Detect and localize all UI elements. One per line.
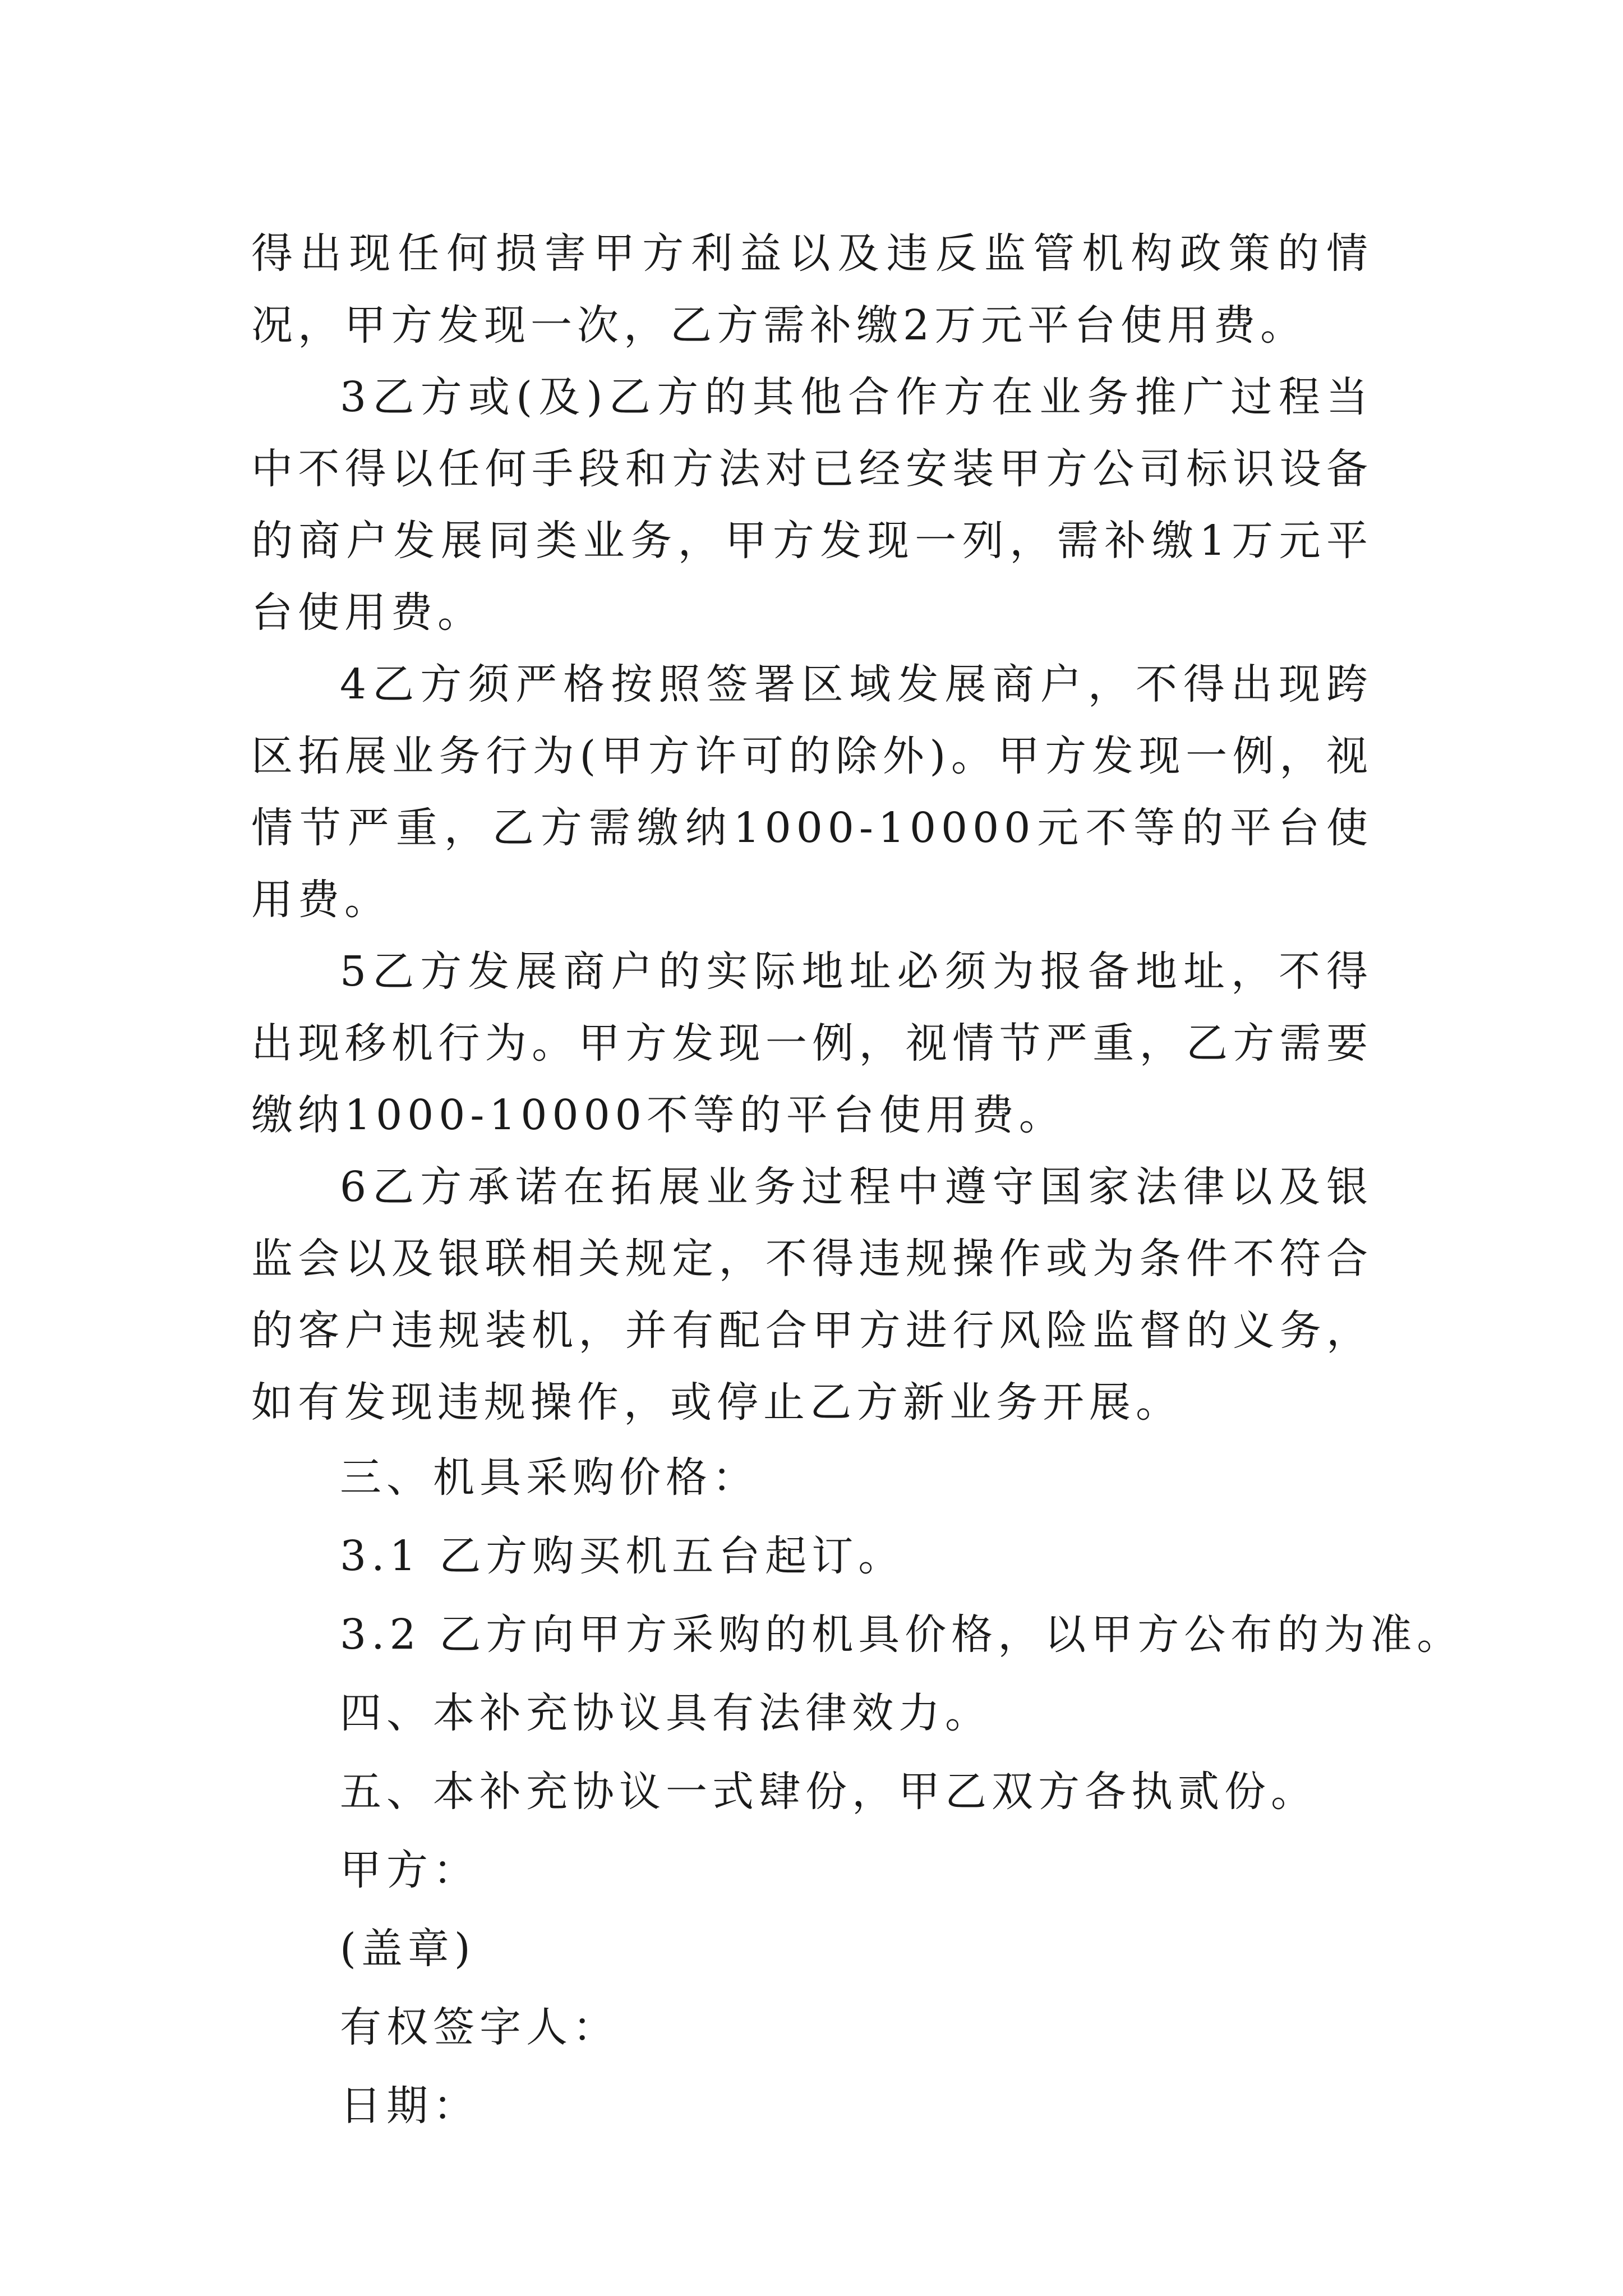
authorized-signatory-label: 有权签字人： xyxy=(340,2003,619,2051)
paragraph-continuation: 得出现任何损害甲方利益以及违反监管机构政策的情况，甲方发现一次，乙方需补缴2万元平台使用费。 xyxy=(251,229,1373,349)
paragraph-clause-5: 5乙方发展商户的实际地址必须为报备地址，不得出现移机行为。甲方发现一例，视情节严重，乙方需要缴纳1000-10000不等的平台使用费。 xyxy=(251,947,1373,1139)
paragraph-clause-3: 3乙方或(及)乙方的其他合作方在业务推广过程当中不得以任何手段和方法对已经安装甲方公司标识设备的商户发展同类业务，甲方发现一列，需补缴1万元平台使用费。 xyxy=(251,373,1373,637)
section-legal-effect: 四、本补充协议具有法律效力。 xyxy=(340,1689,992,1737)
clause-3-1: 3.1 乙方购买机五台起订。 xyxy=(340,1532,905,1580)
paragraph-clause-6: 6乙方承诺在拓展业务过程中遵守国家法律以及银监会以及银联相关规定，不得违规操作或为条件不符合的客户违规装机，并有配合甲方进行风险监督的义务，如有发现违规操作，或停止乙方新业务开展。 xyxy=(251,1163,1373,1427)
document-body xyxy=(251,218,1464,2145)
clause-3-2: 3.2 乙方向甲方采购的机具价格，以甲方公布的为准。 xyxy=(340,1611,1464,1659)
date-label: 日期： xyxy=(340,2082,479,2130)
party-a-label: 甲方： xyxy=(340,1846,479,1894)
seal-label: (盖章) xyxy=(340,1925,476,1973)
paragraph-clause-4: 4乙方须严格按照签署区域发展商户，不得出现跨区拓展业务行为(甲方许可的除外)。甲方发现一例，视情节严重，乙方需缴纳1000-10000元不等的平台使用费。 xyxy=(251,660,1373,924)
section-copies: 五、本补充协议一式肆份，甲乙双方各执贰份。 xyxy=(340,1768,1317,1816)
section-heading-purchase-price: 三、机具采购价格： xyxy=(340,1453,759,1502)
